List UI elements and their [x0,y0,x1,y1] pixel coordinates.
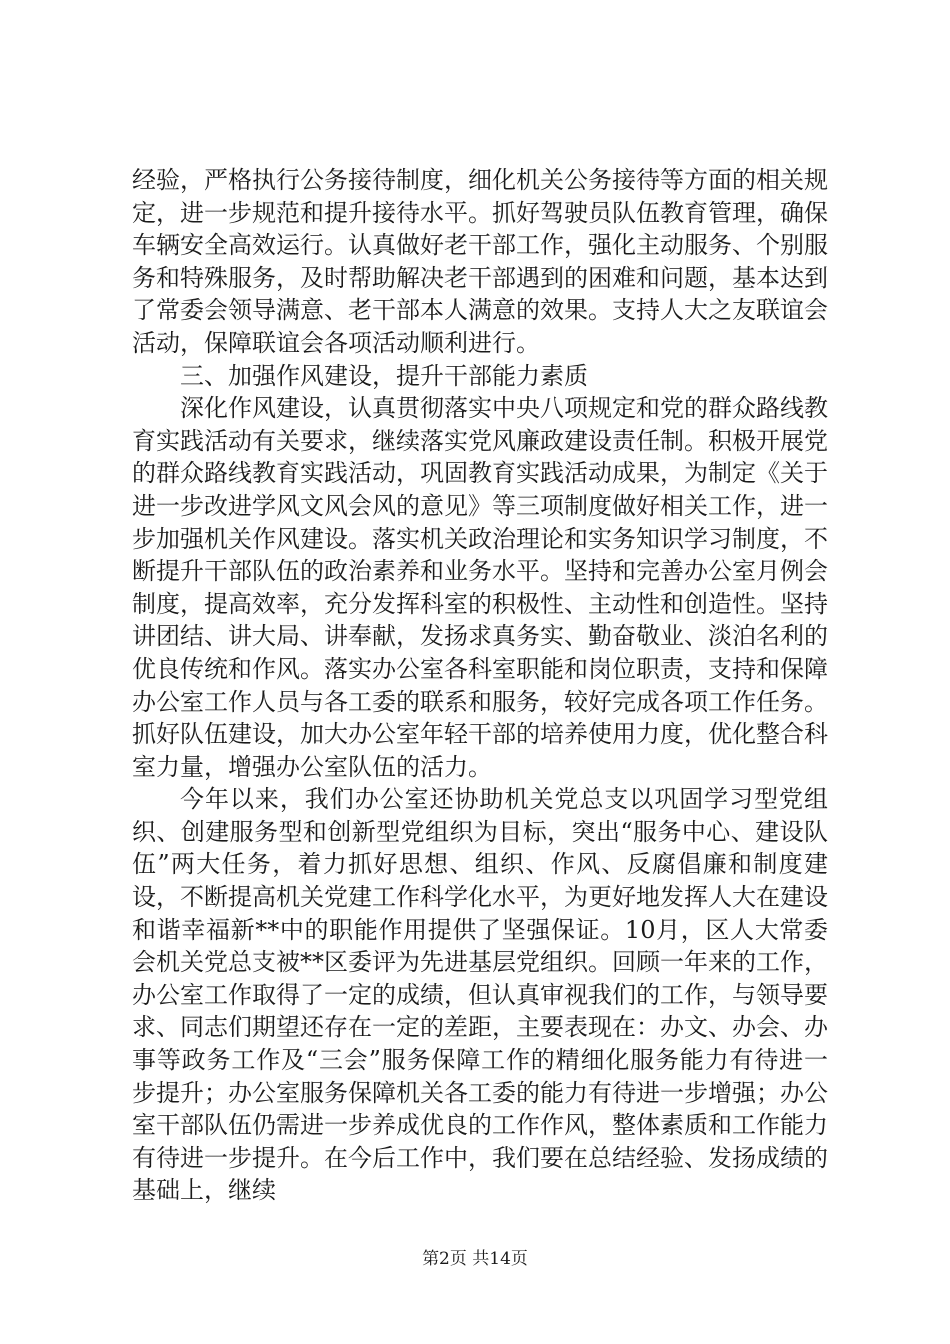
paragraph-1: 经验，严格执行公务接待制度，细化机关公务接待等方面的相关规定，进一步规范和提升接待水平。抓好驾驶员队伍教育管理，确保车辆安全高效运行。认真做好老干部工作，强化主动服务、个别服务和特殊服务，及时帮助解决老干部遇到的困难和问题，基本达到了常委会领导满意、老干部本人满意的效果。支持人大之友联谊会活动，保障联谊会各项活动顺利进行。 [132,166,828,357]
paragraph-3: 今年以来，我们办公室还协助机关党总支以巩固学习型党组织、创建服务型和创新型党组织为目标，突出“服务中心、建设队伍”两大任务，着力抓好思想、组织、作风、反腐倡廉和制度建设，不断提高机关党建工作科学化水平，为更好地发挥人大在建设和谐幸福新**中的职能作用提供了坚强保证。10月，区人大常委会机关党总支被**区委评为先进基层党组织。回顾一年来的工作，办公室工作取得了一定的成绩，但认真审视我们的工作，与领导要求、同志们期望还存在一定的差距，主要表现在：办文、办会、办事等政务工作及“三会”服务保障工作的精细化服务能力有待进一步提升；办公室服务保障机关各工委的能力有待进一步增强；办公室干部队伍仍需进一步养成优良的工作作风，整体素质和工作能力有待进一步提升。在今后工作中，我们要在总结经验、发扬成绩的基础上，继续 [132,785,828,1205]
document-body [132,164,828,1207]
paragraph-2: 深化作风建设，认真贯彻落实中央八项规定和党的群众路线教育实践活动有关要求，继续落实党风廉政建设责任制。积极开展党的群众路线教育实践活动，巩固教育实践活动成果，为制定《关于进一步改进学风文风会风的意见》等三项制度做好相关工作，进一步加强机关作风建设。落实机关政治理论和实务知识学习制度，不断提升干部队伍的政治素养和业务水平。坚持和完善办公室月例会制度，提高效率，充分发挥科室的积极性、主动性和创造性。坚持讲团结、讲大局、讲奉献，发扬求真务实、勤奋敬业、淡泊名利的优良传统和作风。落实办公室各科室职能和岗位职责，支持和保障办公室工作人员与各工委的联系和服务，较好完成各项工作任务。抓好队伍建设，加大办公室年轻干部的培养使用力度，优化整合科室力量，增强办公室队伍的活力。 [132,394,828,781]
section-heading-3: 三、加强作风建设，提升干部能力素质 [180,361,588,390]
page-number-footer: 第2页 共14页 [422,1249,528,1269]
